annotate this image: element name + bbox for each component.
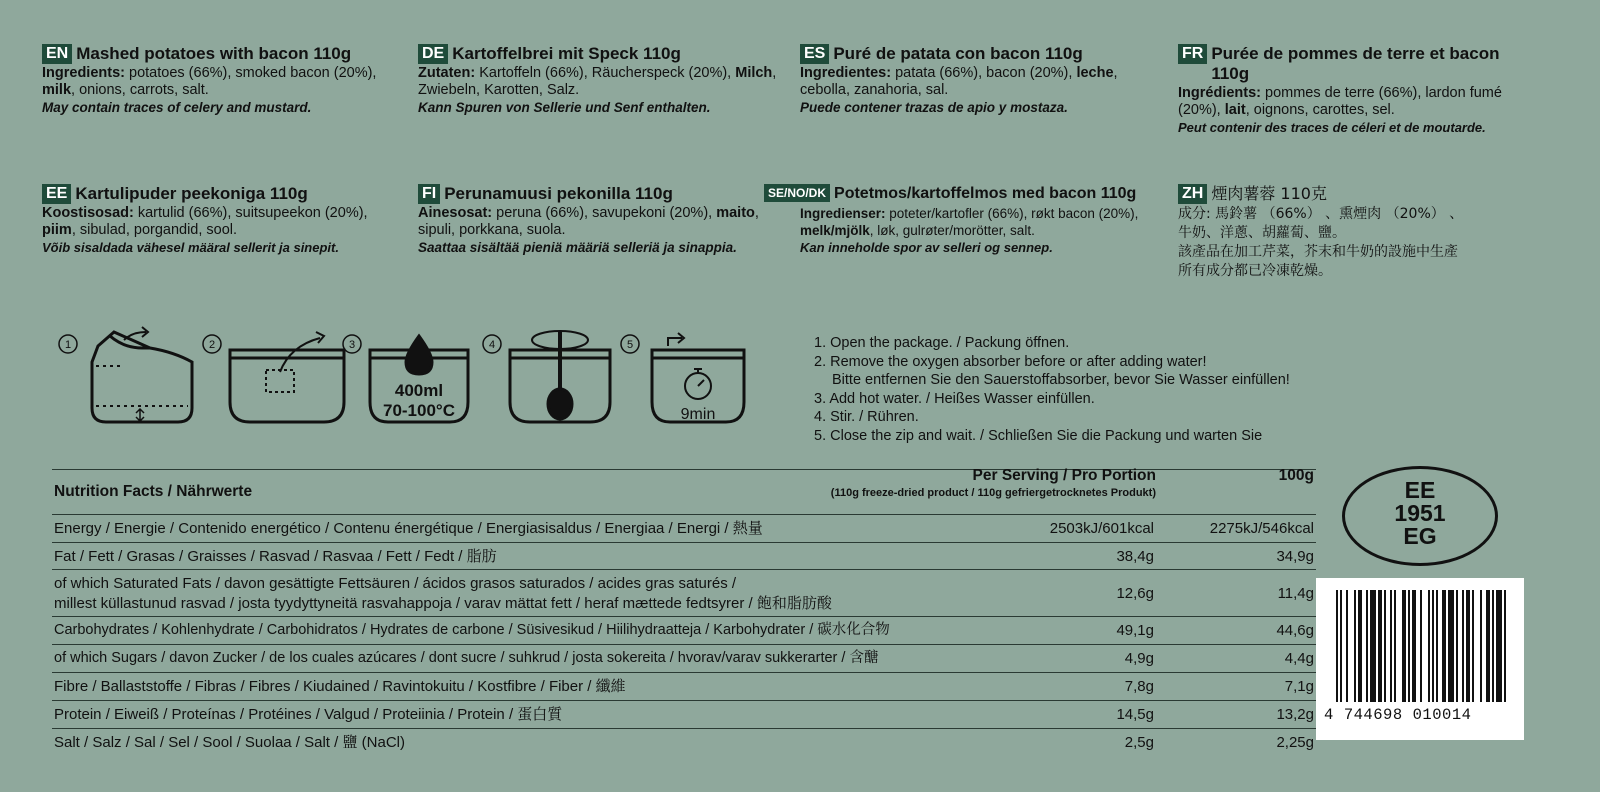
nutrient-label: Energy / Energie / Contenido energético / Contenu énergétique / Energiasisaldus / Energiaa / Energi / 熱量 — [54, 520, 763, 537]
product-title: Purée de pommes de terre et bacon 110g — [1211, 44, 1500, 83]
step-line: 5. Close the zip and wait. / Schließen Sie die Packung und warten Sie — [814, 427, 1263, 444]
nutrient-label: of which Sugars / davon Zucker / de los cuales azúcares / dont sucre / suhkrud / josta sokereita / hvorav/varav sukkerarter / 含醣 — [54, 650, 879, 666]
lang-code: EN — [42, 44, 72, 64]
zh-line: 所有成分都已冷凍乾燥。 — [1178, 263, 1332, 279]
lang-fi — [418, 184, 768, 256]
per-100g-value: 13,2g — [1276, 706, 1314, 723]
product-title: Puré de patata con bacon 110g — [833, 44, 1083, 63]
allergen-note: May contain traces of celery and mustard. — [42, 100, 312, 115]
product-title: Perunamuusi pekonilla 110g — [444, 184, 673, 203]
per-100g-value: 2275kJ/546kcal — [1209, 520, 1314, 537]
per-serving-note: (110g freeze-dried product / 110g gefriergetrocknetes Produkt) — [830, 487, 1156, 499]
step-number: 1 — [64, 339, 72, 351]
product-title: Kartoffelbrei mit Speck 110g — [452, 44, 681, 63]
per-100g-value: 44,6g — [1276, 622, 1314, 639]
per-serving-header: Per Serving / Pro Portion — [972, 467, 1156, 484]
step-line: 2. Remove the oxygen absorber before or after adding water! — [814, 353, 1207, 370]
ingredients: Zutaten: Kartoffeln (66%), Räucherspeck (20%), Milch, Zwiebeln, Karotten, Salz. — [418, 65, 777, 98]
ingredients: Koostisosad: kartulid (66%), suitsupeekon (20%), piim, sibulad, porgandid, sool. — [42, 205, 368, 238]
water-amount: 400ml — [394, 381, 444, 400]
table-row — [52, 514, 1316, 542]
per-serving-value: 4,9g — [1124, 650, 1154, 667]
table-row — [52, 644, 1316, 672]
nutrition-table — [52, 469, 1316, 756]
step-number: 2 — [208, 339, 216, 351]
zh-line: 該產品在加工芹菜，芥末和牛奶的設施中生產 — [1178, 244, 1458, 260]
step-line: 1. Open the package. / Packung öffnen. — [814, 335, 1070, 351]
nutrition-header — [52, 469, 1316, 514]
per-serving-value: 38,4g — [1116, 547, 1154, 565]
lang-code: ZH — [1178, 184, 1207, 204]
pouch-icon — [92, 332, 192, 422]
per-serving-value: 12,6g — [1116, 584, 1154, 602]
product-title: 煙肉薯蓉 110克 — [1211, 184, 1327, 203]
per-100g-value: 34,9g — [1276, 547, 1314, 565]
lang-zh — [1178, 184, 1528, 281]
per-serving-value: 14,5g — [1116, 706, 1154, 723]
nutrient-label: Fibre / Ballaststoffe / Fibras / Fibres / Kiudained / Ravintokuitu / Kostfibre / Fiber / 纖維 — [54, 678, 626, 695]
nutrient-label: Salt / Salz / Sal / Sel / Sool / Suolaa / Salt / 鹽 (NaCl) — [54, 734, 405, 751]
zh-line: 牛奶、洋蔥、胡蘿蔔、鹽。 — [1178, 225, 1346, 241]
barcode-digits: 4 744698 010014 — [1324, 706, 1472, 724]
lang-en — [42, 44, 387, 116]
lang-code: EE — [42, 184, 71, 204]
table-row — [52, 672, 1316, 700]
step-line: 3. Add hot water. / Heißes Wasser einfüllen. — [814, 390, 1095, 407]
product-title: Potetmos/kartoffelmos med bacon 110g — [834, 185, 1137, 202]
allergen-note: Kan inneholde spor av selleri og sennep. — [800, 240, 1053, 255]
product-title: Kartulipuder peekoniga 110g — [75, 184, 308, 203]
ingredients: Ingredients: potatoes (66%), smoked bacon (20%), milk, onions, carrots, salt. — [42, 65, 377, 98]
step-number: 5 — [626, 339, 634, 351]
allergen-note: Saattaa sisältää pieniä määriä selleriä ja sinappia. — [418, 240, 737, 255]
lang-fr — [1178, 44, 1518, 136]
lang-code: FR — [1178, 44, 1207, 64]
lang-code: FI — [418, 184, 440, 204]
per-serving-value: 49,1g — [1116, 622, 1154, 639]
per-serving-value: 7,8g — [1124, 678, 1154, 695]
oxygen-absorber-icon — [266, 370, 294, 392]
product-title: Mashed potatoes with bacon 110g — [76, 44, 352, 63]
water-drop-icon — [406, 336, 432, 374]
per-100g-value: 7,1g — [1284, 678, 1314, 695]
table-row — [52, 728, 1316, 756]
per-100g-value: 4,4g — [1284, 650, 1314, 667]
lang-se-no-dk — [764, 184, 1174, 256]
wait-time: 9min — [680, 406, 716, 423]
health-mark-oval — [1342, 466, 1498, 566]
ingredients: Ingredienser: poteter/kartofler (66%), røkt bacon (20%), melk/mjölk, løk, gulrøter/morötter, salt. — [800, 206, 1139, 238]
nutrient-label: Carbohydrates / Kohlenhydrate / Carbohidratos / Hydrates de carbone / Süsivesikud / Hiilihydraatteja / Karbohydrater / 碳水化合物 — [54, 622, 890, 638]
step-line: Bitte entfernen Sie den Sauerstoffabsorber, bevor Sie Wasser einfüllen! — [832, 372, 1290, 388]
step-number: 4 — [488, 339, 496, 351]
lang-code: DE — [418, 44, 448, 64]
allergen-note: Kann Spuren von Sellerie und Senf enthalten. — [418, 100, 711, 115]
table-row — [52, 700, 1316, 728]
allergen-note: Võib sisaldada vähesel määral sellerit ja sinepit. — [42, 240, 339, 255]
lang-de — [418, 44, 780, 116]
table-row — [52, 569, 1316, 616]
nutrient-label: of which Saturated Fats / davon gesättigte Fettsäuren / ácidos grasos saturados / acides gras saturés / — [54, 574, 737, 592]
nutrient-label: Fat / Fett / Grasas / Graisses / Rasvad / Rasvaa / Fett / Fedt / 脂肪 — [54, 547, 497, 565]
per-serving-value: 2,5g — [1124, 734, 1154, 751]
allergen-note: Puede contener trazas de apio y mostaza. — [800, 100, 1068, 115]
table-row — [52, 616, 1316, 644]
per-100g-value: 2,25g — [1276, 734, 1314, 751]
health-mark-line: 1951 — [1394, 500, 1446, 526]
nutrient-label: millest küllastunud rasvad / josta tyydyttyneitä rasvahappoja / varav mättat fett / heraf mættede fedtsyrer / 飽和脂肪酸 — [54, 594, 832, 612]
step-line: 4. Stir. / Rühren. — [814, 409, 919, 425]
zh-line: 成分: 馬鈴薯 （66%） 、熏煙肉 （20%） 、 — [1178, 206, 1464, 222]
nutrition-title: Nutrition Facts / Nährwerte — [54, 483, 253, 500]
barcode — [1316, 578, 1524, 740]
lang-es — [800, 44, 1130, 116]
spoon-icon — [548, 389, 572, 419]
ingredients: Ingrédients: pommes de terre (66%), lardon fumé (20%), lait, oignons, carottes, sel. — [1178, 85, 1502, 118]
lang-ee — [42, 184, 392, 256]
ingredients: Ingredientes: patata (66%), bacon (20%), leche, cebolla, zanahoria, sal. — [800, 65, 1118, 98]
per-100g-value: 11,4g — [1277, 584, 1314, 602]
health-mark-line: EE — [1404, 477, 1436, 503]
per-100g-header: 100g — [1278, 467, 1314, 484]
lang-code: SE/NO/DK — [764, 184, 830, 202]
lang-code: ES — [800, 44, 829, 64]
ingredients: Ainesosat: peruna (66%), savupekoni (20%), maito, sipuli, porkkana, suola. — [418, 205, 759, 238]
per-serving-value: 2503kJ/601kcal — [1049, 520, 1154, 537]
table-row — [52, 542, 1316, 569]
preparation-steps — [814, 334, 1290, 445]
health-mark-line: EG — [1403, 523, 1437, 549]
nutrient-label: Protein / Eiweiß / Proteínas / Protéines / Valgud / Proteiinia / Protein / 蛋白質 — [54, 706, 563, 723]
water-temp: 70-100°C — [382, 401, 456, 420]
step-number: 3 — [348, 339, 356, 351]
allergen-note: Peut contenir des traces de céleri et de moutarde. — [1178, 120, 1486, 135]
preparation-icons — [54, 318, 764, 438]
